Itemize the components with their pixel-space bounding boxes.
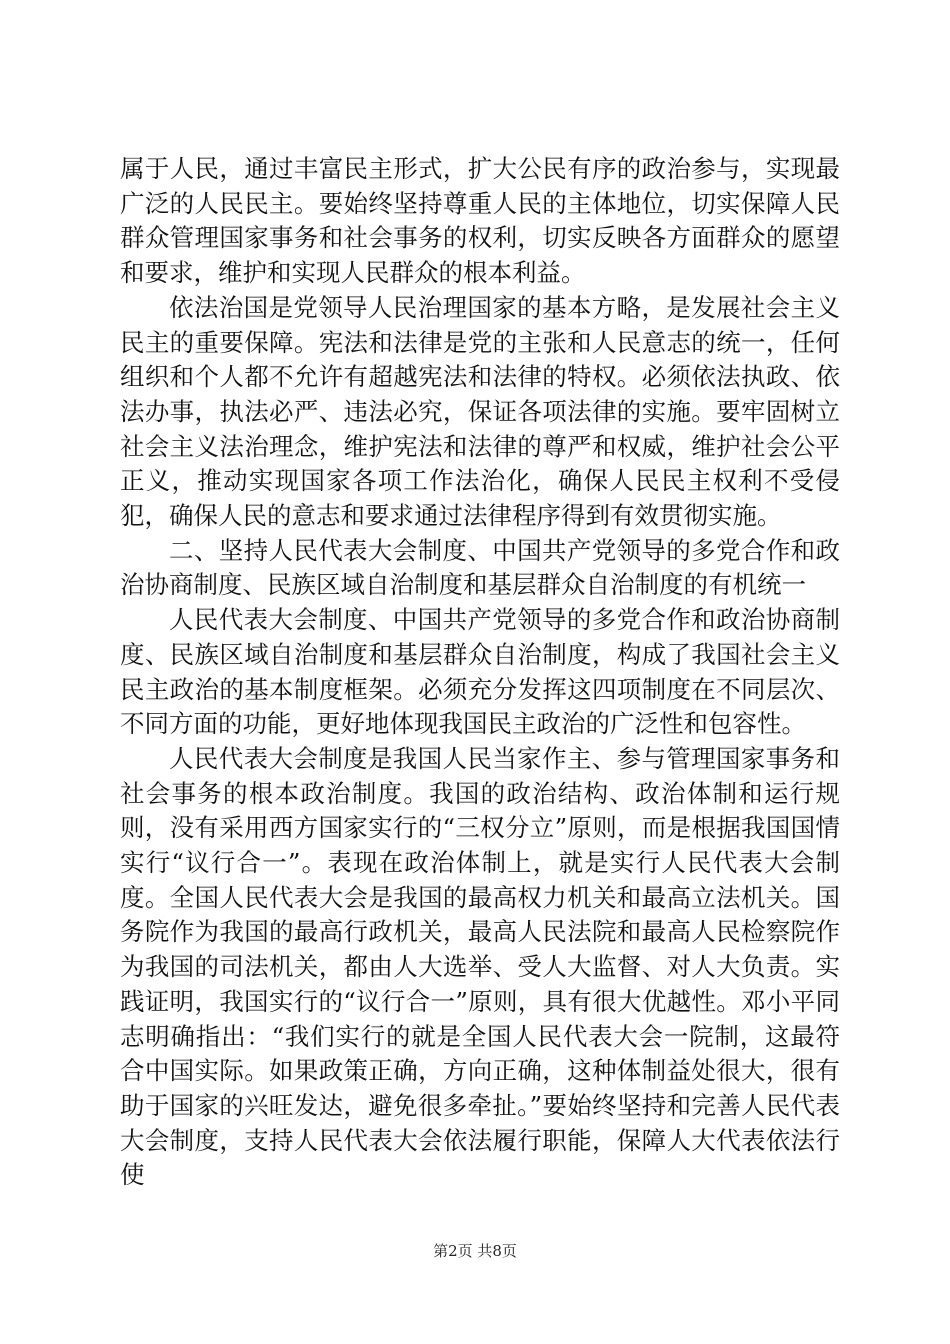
- section-heading-2: 二、坚持人民代表大会制度、中国共产党领导的多党合作和政治协商制度、民族区域自治制度和基层群众自治制度的有机统一: [120, 535, 840, 600]
- paragraph-2: 依法治国是党领导人民治理国家的基本方略，是发展社会主义民主的重要保障。宪法和法律是党的主张和人民意志的统一，任何组织和个人都不允许有超越宪法和法律的特权。必须依法执政、依法办事，执法必严、违法必究，保证各项法律的实施。要牢固树立社会主义法治理念，维护宪法和法律的尊严和权威，维护社会公平正义，推动实现国家各项工作法治化，确保人民民主权利不受侵犯，确保人民的意志和要求通过法律程序得到有效贯彻实施。: [120, 292, 840, 531]
- paragraph-4: 人民代表大会制度是我国人民当家作主、参与管理国家事务和社会事务的根本政治制度。我国的政治结构、政治体制和运行规则，没有采用西方国家实行的“三权分立”原则，而是根据我国国情实行“议行合一”。表现在政治体制上，就是实行人民代表大会制度。全国人民代表大会是我国的最高权力机关和最高立法机关。国务院作为我国的最高行政机关，最高人民法院和最高人民检察院作为我国的司法机关，都由人大选举、受人大监督、对人大负责。实践证明，我国实行的“议行合一”原则，具有很大优越性。邓小平同志明确指出：“我们实行的就是全国人民代表大会一院制，这最符合中国实际。如果政策正确，方向正确，这种体制益处很大，很有助于国家的兴旺发达，避免很多牵扯。”要始终坚持和完善人民代表大会制度，支持人民代表大会依法履行职能，保障人大代表依法行使: [120, 743, 840, 1190]
- paragraph-1: 属于人民，通过丰富民主形式，扩大公民有序的政治参与，实现最广泛的人民民主。要始终坚持尊重人民的主体地位，切实保障人民群众管理国家事务和社会事务的权利，切实反映各方面群众的愿望和要求，维护和实现人民群众的根本利益。: [120, 154, 840, 288]
- page-number-footer: 第2页 共8页: [433, 1242, 517, 1260]
- document-body: [120, 152, 840, 1193]
- paragraph-3: 人民代表大会制度、中国共产党领导的多党合作和政治协商制度、民族区域自治制度和基层群众自治制度，构成了我国社会主义民主政治的基本制度框架。必须充分发挥这四项制度在不同层次、不同方面的功能，更好地体现我国民主政治的广泛性和包容性。: [120, 605, 840, 739]
